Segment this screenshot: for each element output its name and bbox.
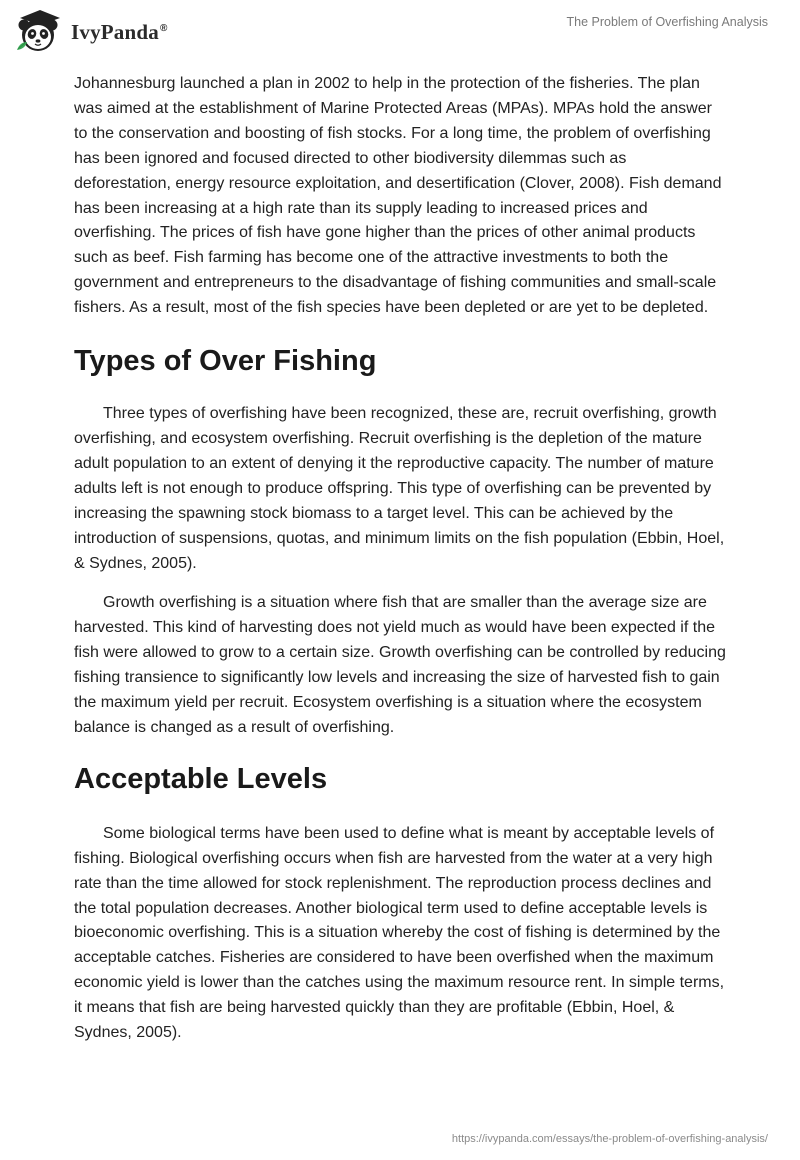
intro-paragraph: Johannesburg launched a plan in 2002 to help in the protection of the fisheries. The plan was aimed at the establishment of Marine Protected Areas (MPAs). MPAs hold the answer to the conservation and boosting of fish stocks. For a long time, the problem of overfishing has been ignored and focused directed to other biodiversity dilemmas such as deforestation, energy resource exploitation, and desertification (Clover, 2008). Fish demand has been increasing at a high rate than its supply leading to increased prices and overfishing. The prices of fish have gone higher than the prices of other animal products such as beef. Fish farming has become one of the attractive investments to both the government and entrepreneurs to the disadvantage of fishing communities and small-scale fishers. As a result, most of the fish species have been depleted or are yet to be depleted. — [74, 75, 722, 317]
page-header — [0, 0, 800, 60]
acceptable-paragraph-1: Some biological terms have been used to define what is meant by acceptable levels of fishing. Biological overfishing occurs when fish are harvested from the water at a very high rate than the time allowed for stock replenishment. The reproduction process declines and the total population decreases. Another biological term used to define acceptable levels is bioeconomic overfishing. This is a situation whereby the cost of fishing is determined by the acceptable catches. Fisheries are considered to have been overfished when the maximum economic yield is lower than the catches using the maximum resource rent. In simple terms, it means that fish are being harvested quickly than they are profitable (Ebbin, Hoel, & Sydnes, 2005). — [74, 824, 725, 1042]
footer-url-link[interactable]: https://ivypanda.com/essays/the-problem-of-overfishing-analysis/ — [451, 1133, 768, 1145]
section-heading-types: Types of Over Fishing — [74, 345, 377, 378]
ivypanda-logo[interactable] — [14, 6, 168, 56]
section-heading-acceptable: Acceptable Levels — [74, 762, 328, 795]
essay-content — [74, 72, 726, 1061]
document-title: The Problem of Overfishing Analysis — [566, 15, 768, 29]
types-paragraph-2: Growth overfishing is a situation where fish that are smaller than the average size are harvested. This kind of harvesting does not yield much as would have been expected if the fish were allowed to grow to a certain size. Growth overfishing can be controlled by reducing fishing transience to significantly low levels and increasing the size of harvested fish to gain the maximum yield per recruit. Ecosystem overfishing is a situation where the ecosystem balance is changed as a result of overfishing. — [74, 594, 726, 736]
panda-graduate-icon — [14, 6, 64, 56]
types-paragraph-1: Three types of overfishing have been recognized, these are, recruit overfishing, growth overfishing, and ecosystem overfishing. Recruit overfishing is the depletion of the mature adult population to an extent of denying it the reproductive capacity. The number of mature adults left is not enough to produce offspring. This type of overfishing can be prevented by increasing the spawning stock biomass to a target level. This can be achieved by the introduction of suspensions, quotas, and minimum limits on the fish population (Ebbin, Hoel, & Sydnes, 2005). — [74, 405, 725, 572]
logo-wordmark: IvyPanda® — [71, 19, 168, 44]
